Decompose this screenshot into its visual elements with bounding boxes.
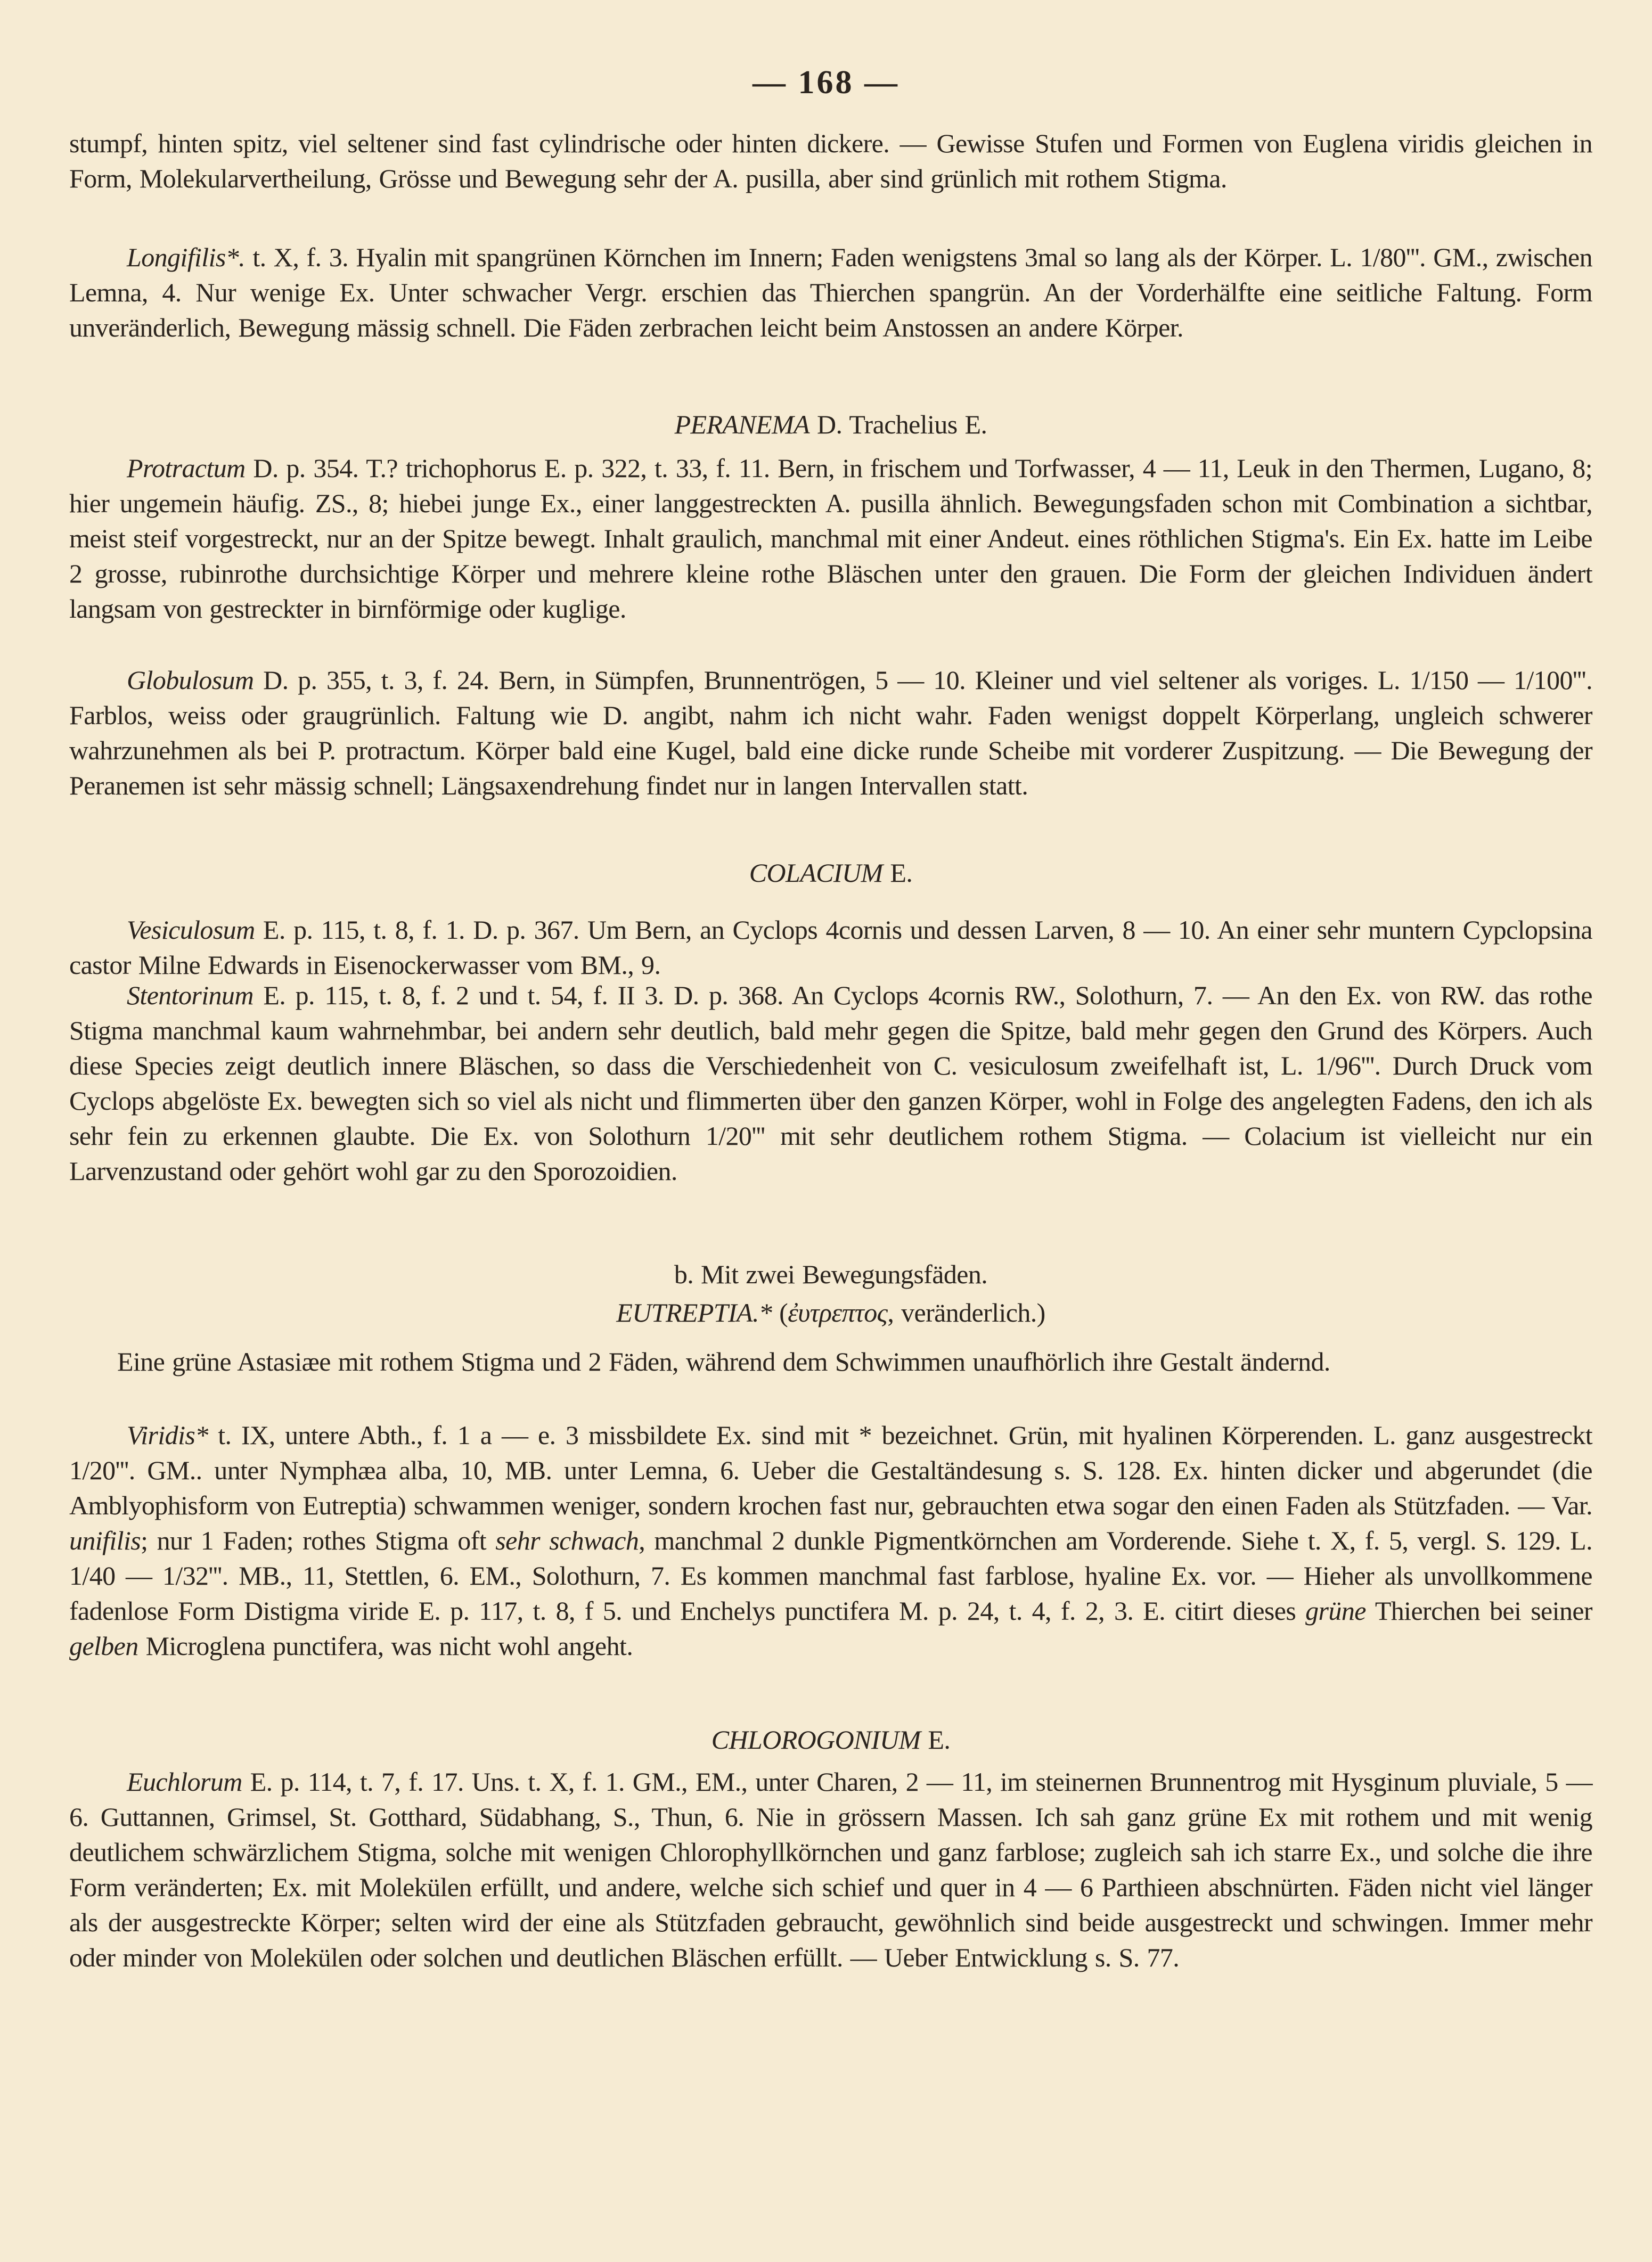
- paragraph-continuation: stumpf, hinten spitz, viel seltener sind fast cylindrische oder hinten dickere. — Gewisse Stufen und Formen von Euglena viridis gleichen in Form, Molekularvertheilung, Grösse und Bewegung sehr der A. pusilla, aber sind grünlich mit rothem Stigma.: [69, 128, 1592, 193]
- entry-longifilis: [69, 240, 1592, 345]
- genus-heading-chlorogonium: [69, 1722, 1592, 1757]
- emphasis: sehr schwach: [495, 1526, 639, 1555]
- species-name: Longifilis*.: [127, 242, 246, 272]
- entry-text: E. p. 114, t. 7, f. 17. Uns. t. X, f. 1. GM., EM., unter Charen, 2 — 11, im steinernen Brunnentrog mit Hysginum pluviale, 5 — 6. Guttannen, Grimsel, St. Gotthard, Südabhang, S., Thun, 6. Nie in grössern Massen. Ich sah ganz grüne Ex mit rothem und mit wenig deutlichem schwärzlichem Stigma, solche mit wenigen Chlorophyllkörnchen und ganz farblose; zugleich sah ich starre Ex., und solche die ihre Form veränderten; Ex. mit Molekülen erfüllt, und andere, welche sich schief und quer in 4 — 6 Parthieen abschnürten. Fäden nicht viel länger als der ausgestreckte Körper; selten wird der eine als Stützfaden gebraucht, gewöhnlich sind beide ausgestreckt und schwingen. Immer mehr oder minder von Molekülen oder solchen und deutlichen Bläschen erfüllt. — Ueber Entwicklung s. S. 77.: [69, 1767, 1592, 1972]
- genus-name: COLACIUM: [749, 858, 883, 888]
- genus-name: CHLOROGONIUM: [711, 1725, 921, 1755]
- species-name: Protractum: [127, 453, 246, 483]
- genus-authority: E.: [882, 858, 913, 888]
- genus-authority: E.: [920, 1725, 951, 1755]
- genus-heading-eutreptia: [69, 1295, 1592, 1330]
- entry-protractum: [69, 450, 1592, 626]
- entry-vesiculosum: [69, 912, 1592, 982]
- entry-text: Microglena punctifera, was nicht wohl angeht.: [138, 1631, 633, 1661]
- entry-text: Thierchen bei seiner: [1365, 1596, 1592, 1626]
- species-name: Viridis*: [127, 1420, 208, 1450]
- entry-text: E. p. 115, t. 8, f. 2 und t. 54, f. II 3. D. p. 368. An Cyclops 4cornis RW., Solothurn, 7. — An den Ex. von RW. das rothe Stigma manchmal kaum wahrnehmbar, bei andern sehr deutlich, bald mehr gegen die Spitze, bald mehr gegen den Grund des Körpers. Auch diese Species zeigt deutlich innere Bläschen, so dass die Verschiedenheit von C. vesiculosum zweifelhaft ist, L. 1/96'''. Durch Druck vom Cyclops abgelöste Ex. bewegten sich so viel als nicht und flimmerten über den ganzen Körper, wohl in Folge des angelegten Fadens, den ich als sehr fein zu erkennen glaubte. Die Ex. von Solothurn 1/20''' mit sehr deutlichem rothem Stigma. — Colacium ist vielleicht nur ein Larvenzustand oder gehört wohl gar zu den Sporozoidien.: [69, 980, 1592, 1186]
- etymology-meaning: , veränderlich.): [887, 1298, 1045, 1327]
- entry-text: D. p. 354. T.? trichophorus E. p. 322, t. 33, f. 11. Bern, in frischem und Torfwasser, 4 — 11, Leuk in den Thermen, Lugano, 8; hier ungemein häufig. ZS., 8; hiebei junge Ex., einer langgestreckten A. pusilla ähnlich. Bewegungsfaden schon mit Combination a sichtbar, meist steif vorgestreckt, nur an der Spitze bewegt. Inhalt graulich, manchmal mit einer Andeut. eines röthlichen Stigma's. Ein Ex. hatte im Leibe 2 grosse, rubinrothe durchsichtige Körper und mehrere kleine rothe Bläschen unter den grauen. Die Form der gleichen Individuen ändert langsam von gestreckter in birnförmige oder kuglige.: [69, 453, 1592, 624]
- genus-description: Eine grüne Astasiæe mit rothem Stigma und 2 Fäden, während dem Schwimmen unaufhörlich ihre Gestalt ändernd.: [117, 1347, 1330, 1376]
- species-name: Vesiculosum: [127, 915, 255, 945]
- species-name: Stentorinum: [127, 980, 253, 1010]
- entry-text: t. IX, untere Abth., f. 1 a — e. 3 missbildete Ex. sind mit * bezeichnet. Grün, mit hyalinen Körperenden. L. ganz ausgestreckt 1/20'''. GM.. unter Nymphæa alba, 10, MB. unter Lemna, 6. Ueber die Gestaltändesung s. S. 128. Ex. hinten dicker und abgerundet (die Amblyophisform von Eutreptia) schwammen weniger, sondern krochen fast nur, gebrauchten etwa sogar den einen Faden als Stützfaden. — Var.: [69, 1420, 1592, 1520]
- entry-stentorinum: [69, 978, 1592, 1189]
- species-name: Euchlorum: [127, 1767, 242, 1797]
- entry-text: ; nur 1 Faden; rothes Stigma oft: [141, 1526, 496, 1555]
- species-name: Globulosum: [127, 665, 254, 695]
- variety-name: unifilis: [69, 1526, 141, 1555]
- emphasis: grüne: [1305, 1596, 1366, 1626]
- entry-text: t. X, f. 3. Hyalin mit spangrünen Körnchen im Innern; Faden wenigstens 3mal so lang als der Körper. L. 1/80'''. GM., zwischen Lemna, 4. Nur wenige Ex. Unter schwacher Vergr. erschien das Thierchen spangrün. An der Vorderhälfte eine seitliche Faltung. Form unveränderlich, Bewegung mässig schnell. Die Fäden zerbrachen leicht beim Anstossen an andere Körper.: [69, 242, 1592, 342]
- entry-text: E. p. 115, t. 8, f. 1. D. p. 367. Um Bern, an Cyclops 4cornis und dessen Larven, 8 — 10. An einer sehr muntern Cypclopsina castor Milne Edwards in Eisenockerwasser vom BM., 9.: [69, 915, 1592, 980]
- entry-text: , manchmal 2 dunkle Pigmentkörnchen am Vorderende. Siehe t. X, f. 5, vergl. S. 129. L. 1/40 — 1/32'''. MB., 11, Stettlen, 6. EM., Solothurn, 7. Es kommen manchmal fast farblose, hyaline Ex. vor. — Hieher als unvollkommene fadenlose Form Distigma viride E. p. 117, t. 8, f 5. und Enchelys punctifera M. p. 24, t. 4, f. 2, 3. E. citirt dieses: [69, 1526, 1592, 1626]
- entry-text: D. p. 355, t. 3, f. 24. Bern, in Sümpfen, Brunnentrögen, 5 — 10. Kleiner und viel seltener als voriges. L. 1/150 — 1/100'''. Farblos, weiss oder graugrünlich. Faltung wie D. angibt, nahm ich nicht wahr. Faden wenigst doppelt Körperlang, ungleich schwerer wahrzunehmen als bei P. protractum. Körper bald eine Kugel, bald eine dicke runde Scheibe mit vorderer Zuspitzung. — Die Bewegung der Peranemen ist sehr mässig schnell; Längsaxendrehung findet nur in langen Intervallen statt.: [69, 665, 1592, 800]
- entry-viridis: [69, 1417, 1592, 1663]
- genus-name: EUTREPTIA.*: [616, 1298, 772, 1327]
- genus-heading-colacium: [69, 855, 1592, 890]
- paren-open: (: [772, 1298, 788, 1327]
- greek-etymology: ἐυτρεπτος: [788, 1298, 888, 1327]
- entry-euchlorum: [69, 1764, 1592, 1975]
- emphasis: gelben: [69, 1631, 138, 1661]
- genus-name: PERANEMA: [674, 409, 810, 439]
- genus-heading-peranema: [69, 407, 1592, 442]
- entry-globulosum: [69, 662, 1592, 803]
- page-number: — 168 —: [753, 64, 899, 101]
- genus-authority: D. Trachelius E.: [809, 409, 987, 439]
- subsection-heading: b. Mit zwei Bewegungsfäden.: [674, 1259, 988, 1289]
